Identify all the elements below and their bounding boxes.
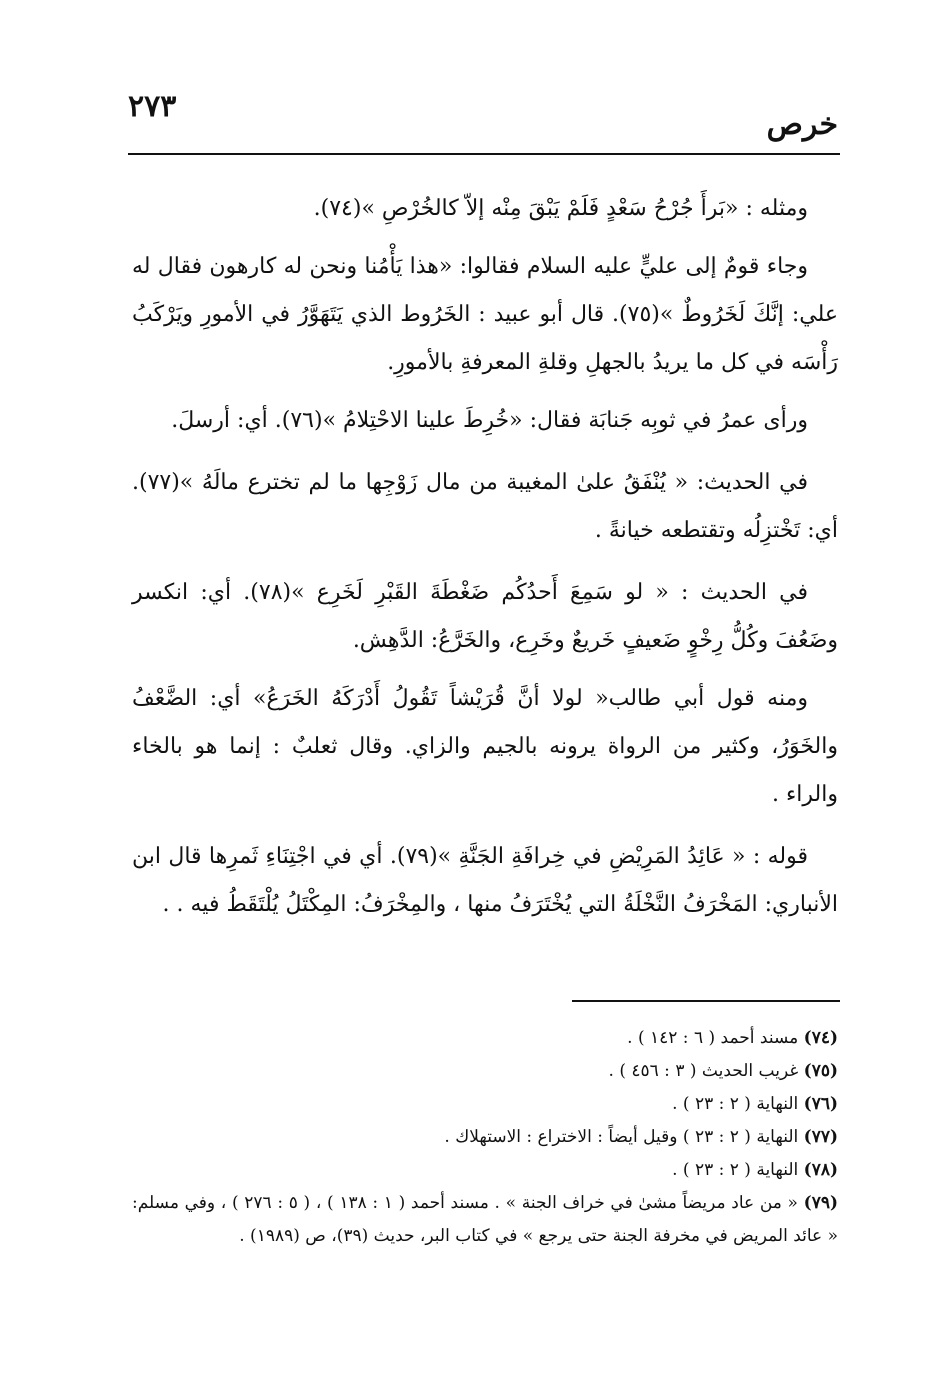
page-header: [128, 90, 838, 150]
paragraph: وجاء قومٌ إلى عليٍّ عليه السلام فقالوا: «هذا يَأْمُنا ونحن له كارهون فقال له علي: إنَّكَ لَخَرُوطٌ »(٧٥). قال أبو عبيد : الخَرُوط الذي يَتَهَوَّرُ في الأمورِ ويَرْكَبُ رَأْسَه في كل ما يريدُ بالجهلِ وقلةِ المعرفةِ بالأمورِ.: [132, 254, 838, 375]
main-text: [132, 185, 838, 939]
footnote-number: (٧٤): [803, 1028, 838, 1048]
footnote-separator: [572, 1000, 840, 1002]
footnote-text: غريب الحديث ( ٣ : ٤٥٦ ) .: [608, 1061, 799, 1081]
page-number: ٢٧٣: [128, 89, 177, 124]
footnotes: [132, 1022, 838, 1253]
footnote: [132, 1022, 838, 1055]
footnote-text: « من عاد مريضاً مشىٰ في خراف الجنة » . مسند أحمد ( ١ : ١٣٨ ) ، ( ٥ : ٢٧٦ ) ، وفي مسلم: « عائد المريض في مخرفة الجنة حتى يرجع » في كتاب البر، حديث (٣٩)، ص (١٩٨٩) .: [132, 1193, 838, 1246]
footnote: [132, 1154, 838, 1187]
footnote-text: النهاية ( ٢ : ٢٣ ) وقيل أيضاً : الاختراع : الاستهلاك .: [444, 1127, 799, 1147]
footnote: [132, 1088, 838, 1121]
footnote: [132, 1121, 838, 1154]
paragraph: في الحديث : « لو سَمِعَ أَحدُكُم ضَغْطَةَ القَبْرِ لَخَرِع »(٧٨). أي: انكسر وضَعُفَ وكُلُّ رِخْوٍ ضَعيفٍ خَريعٌ وخَرِع، والخَرَّعُ: الدَّهِش.: [132, 580, 838, 653]
footnote: [132, 1055, 838, 1088]
footnote-text: النهاية ( ٢ : ٢٣ ) .: [672, 1160, 799, 1180]
footnote-number: (٧٧): [803, 1127, 838, 1147]
footnote: [132, 1187, 838, 1253]
paragraph: ومنه قول أبي طالب« لولا أنَّ قُرَيْشاً تَقُولُ أَدْرَكَهُ الخَرَعُ» أي: الضَّعْفُ والخَوَرُ، وكثير من الرواة يرونه بالجيم والزاي. وقال ثعلبٌ : إنما هو بالخاء والراء .: [132, 686, 838, 807]
footnote-number: (٧٨): [803, 1160, 838, 1180]
footnote-text: النهاية ( ٢ : ٢٣ ) .: [672, 1094, 799, 1114]
footnote-number: (٧٥): [803, 1061, 838, 1081]
paragraph: في الحديث: « يُنْفَقُ علىٰ المغيبة من مال زَوْجِها ما لم تخترع مالَهُ »(٧٧). أي: تَخْتزِلُه وتقتطعه خيانةً .: [132, 470, 838, 543]
footnote-text: مسند أحمد ( ٦ : ١٤٢ ) .: [627, 1028, 799, 1048]
paragraph: قوله : « عَائِدُ المَرِيْضِ في خِرافَةِ الجَنَّةِ »(٧٩). أي في اجْتِنَاءِ ثَمرِها قال ابن الأنباري: المَخْرَفُ النَّخْلَةُ التي يُخْتَرَفُ منها ، والمِخْرَفُ: المِكْتَلُ يُلْتَقَطُ فيه . .: [132, 844, 838, 917]
running-title: خرص: [766, 107, 838, 142]
paragraph: ومثله : «بَرأَ جُرْحُ سَعْدٍ فَلَمْ يَبْقَ مِنْه إلاّ كالخُرْصِ »(٧٤).: [313, 196, 808, 221]
header-rule: [128, 153, 840, 155]
footnote-number: (٧٩): [803, 1193, 838, 1213]
footnote-number: (٧٦): [803, 1094, 838, 1114]
paragraph: ورأى عمرُ في ثوبِه جَنابَة فقال: «خُرِطَ علينا الاحْتِلامُ »(٧٦). أي: أرسلَ.: [171, 408, 808, 433]
